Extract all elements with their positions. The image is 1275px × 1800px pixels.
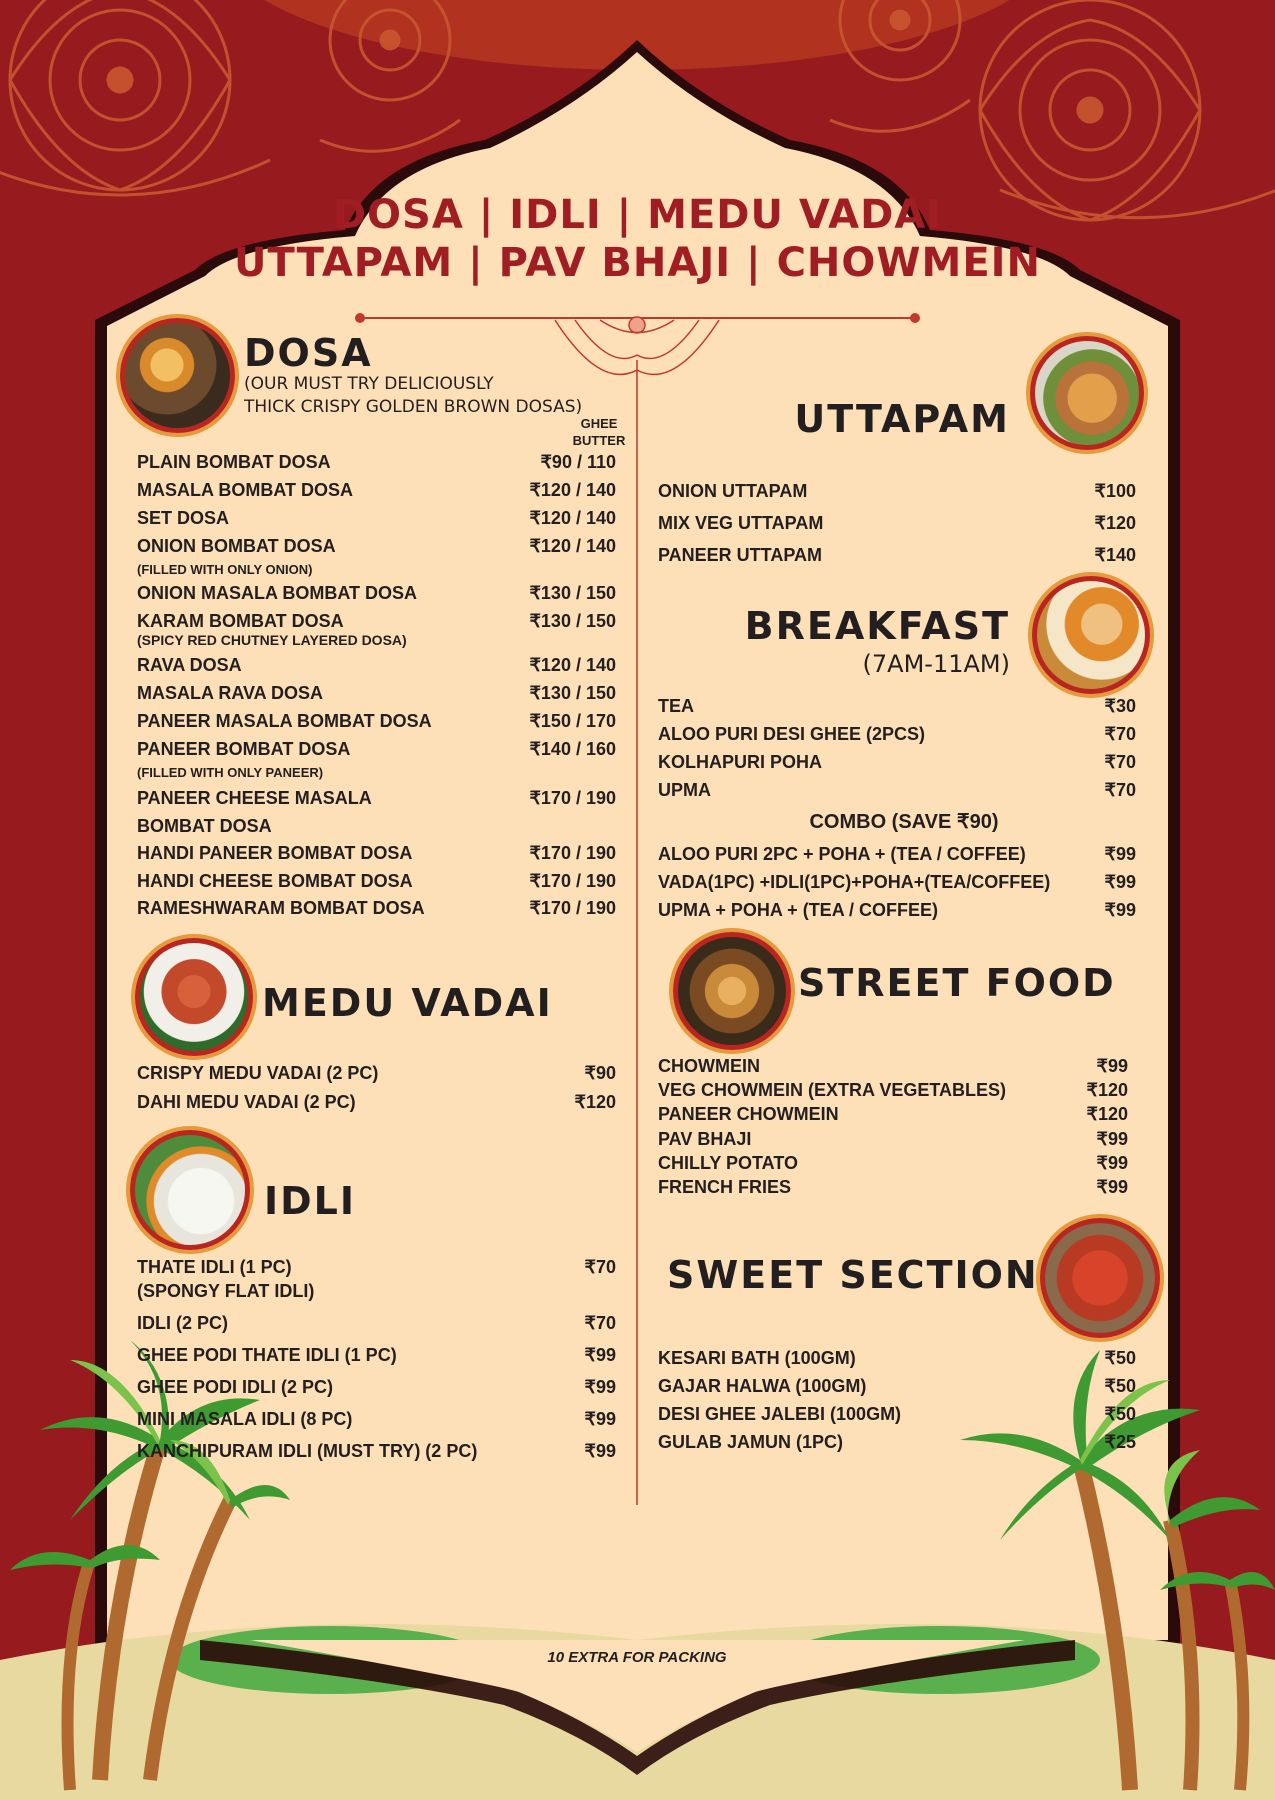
idli-item: IDLI (2 PC) bbox=[137, 1313, 229, 1333]
dosa-item: ONION MASALA BOMBAT DOSA bbox=[137, 583, 417, 603]
dosa-price: ₹120 / 140 bbox=[529, 508, 616, 528]
dosa-item: MASALA BOMBAT DOSA bbox=[137, 480, 353, 500]
uttapam-item: PANEER UTTAPAM bbox=[658, 545, 822, 565]
packing-note: 10 EXTRA FOR PACKING bbox=[547, 1649, 727, 1666]
sweet-item: GULAB JAMUN (1PC) bbox=[658, 1432, 844, 1452]
uttapam-photo-icon bbox=[1030, 336, 1144, 450]
breakfast-price: ₹70 bbox=[1104, 780, 1136, 800]
breakfast-item: KOLHAPURI POHA bbox=[658, 752, 823, 772]
uttapam-item: ONION UTTAPAM bbox=[658, 481, 808, 501]
idli-title: IDLI bbox=[264, 1179, 357, 1223]
dosa-subtitle-2: THICK CRISPY GOLDEN BROWN DOSAS) bbox=[244, 397, 583, 417]
dosa-price: ₹90 / 110 bbox=[540, 452, 616, 472]
dosa-price: ₹120 / 140 bbox=[529, 536, 616, 556]
dosa-item: PLAIN BOMBAT DOSA bbox=[137, 452, 331, 472]
dosa-note: (SPICY RED CHUTNEY LAYERED DOSA) bbox=[137, 632, 407, 648]
idli-price: ₹99 bbox=[584, 1409, 616, 1429]
street-food-item: VEG CHOWMEIN (EXTRA VEGETABLES) bbox=[658, 1080, 1007, 1100]
medu-vadai-price: ₹120 bbox=[574, 1092, 616, 1112]
combo-title: COMBO (SAVE ₹90) bbox=[809, 811, 999, 833]
medu-vadai-photo-icon bbox=[135, 938, 253, 1056]
idli-price: ₹99 bbox=[584, 1377, 616, 1397]
sweet-item: KESARI BATH (100GM) bbox=[658, 1348, 856, 1368]
street-food-item: CHOWMEIN bbox=[658, 1056, 760, 1076]
dosa-item: ONION BOMBAT DOSA bbox=[137, 536, 336, 556]
dosa-note: (FILLED WITH ONLY PANEER) bbox=[137, 765, 324, 780]
dosa-price: ₹120 / 140 bbox=[529, 655, 616, 675]
dosa-note: (FILLED WITH ONLY ONION) bbox=[137, 562, 313, 577]
idli-item: KANCHIPURAM IDLI (MUST TRY) (2 PC) bbox=[137, 1441, 478, 1461]
medu-vadai-price: ₹90 bbox=[584, 1063, 616, 1083]
combo-price: ₹99 bbox=[1104, 844, 1136, 864]
breakfast-hours: (7AM-11AM) bbox=[862, 650, 1010, 678]
idli-price: ₹70 bbox=[584, 1313, 616, 1333]
header-line-2: UTTAPAM | PAV BHAJI | CHOWMEIN bbox=[233, 240, 1042, 286]
sweet-price: ₹50 bbox=[1104, 1376, 1136, 1396]
breakfast-photo-icon bbox=[1032, 576, 1150, 694]
medu-vadai-item: DAHI MEDU VADAI (2 PC) bbox=[137, 1092, 356, 1112]
idli-item: MINI MASALA IDLI (8 PC) bbox=[137, 1409, 353, 1429]
street-food-photo-icon bbox=[673, 932, 791, 1050]
street-food-item: PANEER CHOWMEIN bbox=[658, 1104, 839, 1124]
idli-photo-icon bbox=[130, 1130, 250, 1250]
dosa-item: HANDI CHEESE BOMBAT DOSA bbox=[137, 871, 413, 891]
idli-price: ₹99 bbox=[584, 1345, 616, 1365]
street-food-title: STREET FOOD bbox=[798, 961, 1116, 1005]
dosa-price: ₹170 / 190 bbox=[529, 843, 616, 863]
sweet-price: ₹50 bbox=[1104, 1404, 1136, 1424]
dosa-subtitle-1: (OUR MUST TRY DELICIOUSLY bbox=[244, 374, 494, 394]
idli-note: (SPONGY FLAT IDLI) bbox=[137, 1281, 315, 1301]
breakfast-price: ₹70 bbox=[1104, 752, 1136, 772]
dosa-price: ₹170 / 190 bbox=[529, 871, 616, 891]
combo-item: UPMA + POHA + (TEA / COFFEE) bbox=[658, 900, 939, 920]
uttapam-price: ₹140 bbox=[1094, 545, 1136, 565]
dosa-price: ₹150 / 170 bbox=[529, 711, 616, 731]
street-food-item: PAV BHAJI bbox=[658, 1129, 752, 1149]
idli-price: ₹99 bbox=[584, 1441, 616, 1461]
idli-item: THATE IDLI (1 PC) bbox=[137, 1257, 292, 1277]
dosa-title: DOSA bbox=[244, 331, 373, 375]
breakfast-price: ₹70 bbox=[1104, 724, 1136, 744]
dosa-price: ₹130 / 150 bbox=[529, 683, 616, 703]
sweet-price: ₹25 bbox=[1104, 1432, 1136, 1452]
idli-item: GHEE PODI THATE IDLI (1 PC) bbox=[137, 1345, 397, 1365]
medu-vadai-title: MEDU VADAI bbox=[262, 981, 553, 1025]
dosa-col-head-butter: BUTTER bbox=[572, 433, 626, 448]
dosa-price: ₹130 / 150 bbox=[529, 583, 616, 603]
dosa-price: ₹140 / 160 bbox=[529, 739, 616, 759]
dosa-price: ₹170 / 190 bbox=[529, 898, 616, 918]
sweet-photo-icon bbox=[1040, 1218, 1160, 1338]
dosa-photo-icon bbox=[120, 318, 235, 433]
sweet-item: DESI GHEE JALEBI (100GM) bbox=[658, 1404, 902, 1424]
idli-price: ₹70 bbox=[584, 1257, 616, 1277]
breakfast-item: UPMA bbox=[658, 780, 711, 800]
medu-vadai-item: CRISPY MEDU VADAI (2 PC) bbox=[137, 1063, 379, 1083]
sweet-title: SWEET SECTION bbox=[667, 1253, 1039, 1297]
sweet-item: GAJAR HALWA (100GM) bbox=[658, 1376, 867, 1396]
dosa-price: ₹170 / 190 bbox=[529, 788, 616, 808]
uttapam-title: UTTAPAM bbox=[794, 397, 1010, 441]
combo-price: ₹99 bbox=[1104, 872, 1136, 892]
uttapam-price: ₹100 bbox=[1094, 481, 1136, 501]
street-food-price: ₹99 bbox=[1096, 1129, 1128, 1149]
dosa-item: PANEER MASALA BOMBAT DOSA bbox=[137, 711, 432, 731]
street-food-price: ₹99 bbox=[1096, 1056, 1128, 1076]
dosa-item: RAMESHWARAM BOMBAT DOSA bbox=[137, 898, 425, 918]
dosa-item: RAVA DOSA bbox=[137, 655, 242, 675]
dosa-price: ₹130 / 150 bbox=[529, 611, 616, 631]
dosa-item: MASALA RAVA DOSA bbox=[137, 683, 323, 703]
breakfast-price: ₹30 bbox=[1104, 696, 1136, 716]
uttapam-item: MIX VEG UTTAPAM bbox=[658, 513, 824, 533]
combo-item: VADA(1PC) +IDLI(1PC)+POHA+(TEA/COFFEE) bbox=[658, 872, 1051, 892]
dosa-item: PANEER BOMBAT DOSA bbox=[137, 739, 351, 759]
header-line-1: DOSA | IDLI | MEDU VADAI bbox=[332, 192, 943, 238]
breakfast-title: BREAKFAST bbox=[744, 604, 1010, 648]
dosa-item: SET DOSA bbox=[137, 508, 230, 528]
street-food-item: FRENCH FRIES bbox=[658, 1177, 792, 1197]
breakfast-item: ALOO PURI DESI GHEE (2PCS) bbox=[658, 724, 926, 744]
dosa-item: BOMBAT DOSA bbox=[137, 816, 272, 836]
idli-item: GHEE PODI IDLI (2 PC) bbox=[137, 1377, 334, 1397]
combo-item: ALOO PURI 2PC + POHA + (TEA / COFFEE) bbox=[658, 844, 1026, 864]
combo-price: ₹99 bbox=[1104, 900, 1136, 920]
dosa-item: PANEER CHEESE MASALA bbox=[137, 788, 372, 808]
dosa-price: ₹120 / 140 bbox=[529, 480, 616, 500]
street-food-price: ₹99 bbox=[1096, 1177, 1128, 1197]
street-food-price: ₹120 bbox=[1086, 1104, 1128, 1124]
uttapam-price: ₹120 bbox=[1094, 513, 1136, 533]
street-food-price: ₹99 bbox=[1096, 1153, 1128, 1173]
street-food-item: CHILLY POTATO bbox=[658, 1153, 799, 1173]
dosa-item: HANDI PANEER BOMBAT DOSA bbox=[137, 843, 413, 863]
dosa-col-head-ghee: GHEE bbox=[580, 416, 618, 431]
breakfast-item: TEA bbox=[658, 696, 694, 716]
dosa-item: KARAM BOMBAT DOSA bbox=[137, 611, 344, 631]
sweet-price: ₹50 bbox=[1104, 1348, 1136, 1368]
street-food-price: ₹120 bbox=[1086, 1080, 1128, 1100]
